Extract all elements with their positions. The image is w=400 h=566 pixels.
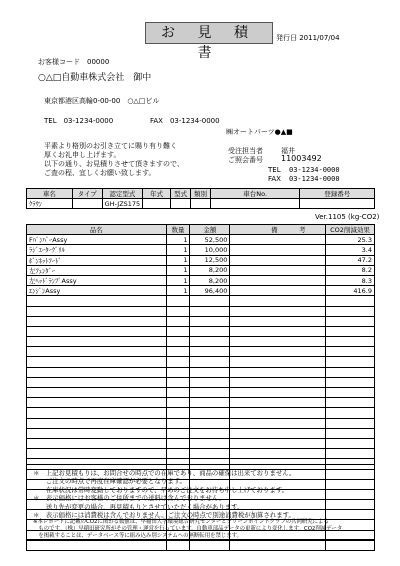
items-empty-row xyxy=(27,438,375,448)
items-empty-row xyxy=(27,296,375,306)
items-cell xyxy=(166,306,190,316)
items-cell xyxy=(325,347,374,357)
items-cell xyxy=(166,408,190,418)
items-empty-row xyxy=(27,398,375,408)
items-cell xyxy=(166,326,190,336)
items-cell xyxy=(325,357,374,367)
items-cell xyxy=(190,306,230,316)
items-empty-row xyxy=(27,357,375,367)
document-title: お 見 積 書 xyxy=(145,22,273,44)
note-line: ＊ 表示価格にはお客様のご住所までの送料は含んでおりません。 xyxy=(33,494,226,503)
items-cell xyxy=(230,367,326,377)
items-cell xyxy=(325,388,374,398)
items-cell: 左ﾍｯﾄﾞﾗﾝﾌﾟAssy xyxy=(27,275,167,285)
contact-tel: 03-1234-0000 xyxy=(289,166,340,174)
items-empty-row xyxy=(27,326,375,336)
vehicle-header-cell: 型式 xyxy=(171,189,191,199)
items-cell xyxy=(230,398,326,408)
contact-fax: 03-1234-0000 xyxy=(289,175,340,183)
note-small-line: ※本レポートに記載のCO2に関わる数値は、早稲田大学環境総合研究センターとグリーンポイントクラブの共同研究による xyxy=(33,519,329,526)
items-empty-row xyxy=(27,449,375,459)
reference-number: 11003492 xyxy=(281,154,322,163)
items-cell xyxy=(190,388,230,398)
items-empty-row xyxy=(27,540,375,550)
company-name: ㈱オートパーツ●▲■ xyxy=(226,128,293,136)
items-cell: 8,200 xyxy=(190,275,230,285)
vehicle-cell xyxy=(211,199,300,209)
note-line: 在庫状況は常時変動しておりますので、早めのご注文をお待ち申し上げております。 xyxy=(33,485,288,494)
vehicle-header-cell: 年式 xyxy=(143,189,171,199)
items-cell xyxy=(166,428,190,438)
items-cell: 1 xyxy=(166,235,190,245)
items-cell xyxy=(325,367,374,377)
customer-name: ○△□自動車株式会社 御中 xyxy=(38,73,152,83)
items-cell xyxy=(230,326,326,336)
note-line: ご注文の時点で再度在庫確認が必要となります。 xyxy=(33,477,186,486)
items-cell: FﾊﾞﾝﾊﾟｰAssy xyxy=(27,235,167,245)
items-cell xyxy=(230,245,326,255)
items-cell xyxy=(325,337,374,347)
items-cell xyxy=(230,275,326,285)
items-cell xyxy=(27,408,167,418)
items-cell xyxy=(230,449,326,459)
items-cell: 47.2 xyxy=(325,255,374,265)
items-cell xyxy=(230,357,326,367)
items-cell xyxy=(230,306,326,316)
items-cell: 12,500 xyxy=(190,255,230,265)
items-cell xyxy=(230,235,326,245)
contact-fax-label: FAX xyxy=(268,175,281,183)
items-cell xyxy=(27,337,167,347)
items-cell xyxy=(166,377,190,387)
items-cell xyxy=(230,540,326,550)
items-empty-row xyxy=(27,377,375,387)
items-cell xyxy=(190,428,230,438)
items-cell xyxy=(325,296,374,306)
items-empty-row xyxy=(27,306,375,316)
customer-tel: TEL 03-1234-0000 xyxy=(44,117,114,125)
items-row xyxy=(27,286,375,296)
items-cell xyxy=(166,357,190,367)
items-cell xyxy=(325,326,374,336)
items-header-cell: 備 xyxy=(230,225,280,235)
items-cell xyxy=(190,398,230,408)
items-cell: ﾎﾞﾝﾈｯﾄﾌｰﾄﾞ xyxy=(27,255,167,265)
items-cell: 1 xyxy=(166,265,190,275)
items-row xyxy=(27,275,375,285)
items-cell xyxy=(27,540,167,550)
greeting-text xyxy=(44,142,184,178)
items-cell xyxy=(230,286,326,296)
note-line: ＊ 表示価格には消費税は含んでおりません。ご注文の時点で別途消費税が加算されます。 xyxy=(33,511,295,520)
items-empty-row xyxy=(27,408,375,418)
items-empty-row xyxy=(27,418,375,428)
items-cell xyxy=(325,540,374,550)
items-cell xyxy=(230,316,326,326)
items-cell xyxy=(166,388,190,398)
items-cell xyxy=(190,296,230,306)
items-cell xyxy=(166,296,190,306)
items-cell xyxy=(166,438,190,448)
items-cell xyxy=(190,357,230,367)
items-cell: 416.9 xyxy=(325,286,374,296)
vehicle-header-cell: 認定型式 xyxy=(102,189,143,199)
items-cell xyxy=(27,296,167,306)
note-line: ＊ 上記お見積もりは、お問合せの時点での在庫であり、商品の確保は出来ておりません。 xyxy=(33,469,296,477)
items-header-cell: 考 xyxy=(280,225,326,235)
vehicle-data-row xyxy=(27,199,375,209)
items-empty-row xyxy=(27,388,375,398)
items-cell xyxy=(190,326,230,336)
items-cell xyxy=(190,438,230,448)
items-row xyxy=(27,245,375,255)
items-cell: 1 xyxy=(166,275,190,285)
items-cell: 10,000 xyxy=(190,245,230,255)
items-empty-row xyxy=(27,347,375,357)
items-cell: ﾗｼﾞｴｰﾀｰｸﾞﾘﾙ xyxy=(27,245,167,255)
items-cell: 8.3 xyxy=(325,275,374,285)
customer-fax: FAX 03-1234-0000 xyxy=(150,117,220,125)
items-cell xyxy=(190,367,230,377)
contact-tel-label: TEL xyxy=(268,166,281,174)
greeting-line: ご査の程、宜しくお願い致します。 xyxy=(44,169,156,177)
items-cell: 8,200 xyxy=(190,265,230,275)
notes-box xyxy=(26,464,375,540)
items-row xyxy=(27,255,375,265)
vehicle-header-cell: 車名 xyxy=(27,189,73,199)
items-cell: 8.2 xyxy=(325,265,374,275)
items-cell: 52,500 xyxy=(190,235,230,245)
items-cell xyxy=(27,438,167,448)
items-cell xyxy=(27,357,167,367)
items-cell: 96,400 xyxy=(190,286,230,296)
items-cell xyxy=(166,418,190,428)
reference-label: ご照会番号 xyxy=(228,156,263,164)
issue-date: 発行日 2011/07/04 xyxy=(276,34,340,42)
items-row xyxy=(27,265,375,275)
items-cell xyxy=(190,540,230,550)
items-cell xyxy=(230,347,326,357)
items-cell xyxy=(27,388,167,398)
vehicle-cell: ｸﾗｳﾝ xyxy=(27,199,73,209)
vehicle-cell xyxy=(191,199,211,209)
items-cell xyxy=(166,337,190,347)
items-cell xyxy=(190,316,230,326)
items-header-cell: CO2削減効果 xyxy=(325,225,374,235)
vehicle-header-cell: タイプ xyxy=(72,189,102,199)
items-cell xyxy=(325,408,374,418)
items-cell xyxy=(230,296,326,306)
vehicle-cell: GH-JZS175 xyxy=(102,199,143,209)
vehicle-cell xyxy=(72,199,102,209)
items-row xyxy=(27,235,375,245)
items-cell xyxy=(325,316,374,326)
note-line: 送り先が変更の場合、再見積もりとさせていただく場合があります。 xyxy=(33,502,244,511)
items-cell: 左ﾌｪﾝﾀﾞｰ xyxy=(27,265,167,275)
items-cell xyxy=(190,377,230,387)
items-header-cell: 品名 xyxy=(27,225,167,235)
greeting-line: 以下の通り、お見積りさせて頂きますので、 xyxy=(44,160,184,168)
items-cell xyxy=(27,377,167,387)
items-empty-row xyxy=(27,367,375,377)
items-cell xyxy=(27,367,167,377)
items-cell: 1 xyxy=(166,245,190,255)
items-cell xyxy=(325,418,374,428)
items-cell xyxy=(27,347,167,357)
version-label: Ver.1105 (kg-CO2) xyxy=(315,213,380,221)
items-cell xyxy=(27,418,167,428)
items-cell xyxy=(190,408,230,418)
items-cell: ｴﾝｼﾞﾝAssy xyxy=(27,286,167,296)
note-small-line: ものです。（株）早稲田研究所がその管理・運営を行っています。自動車部品データの更新により変化します。CO2削減データ xyxy=(33,526,343,533)
items-cell: 1 xyxy=(166,255,190,265)
contact-person-label: 受注担当者 xyxy=(228,147,263,155)
items-header-cell: 数量 xyxy=(166,225,190,235)
items-cell xyxy=(230,265,326,275)
greeting-line: 平素より格別のお引き立てに賜り有り難く xyxy=(44,142,177,150)
items-cell xyxy=(325,377,374,387)
items-cell xyxy=(230,388,326,398)
items-cell: 25.3 xyxy=(325,235,374,245)
items-empty-row xyxy=(27,337,375,347)
vehicle-header-cell: 登録番号 xyxy=(300,189,375,199)
items-cell xyxy=(190,337,230,347)
items-cell xyxy=(27,449,167,459)
customer-code: お客様コード 00000 xyxy=(38,58,110,66)
items-cell xyxy=(230,408,326,418)
items-header-cell: 金額 xyxy=(190,225,230,235)
items-cell xyxy=(27,398,167,408)
vehicle-cell xyxy=(143,199,171,209)
items-cell xyxy=(190,418,230,428)
items-cell: 1 xyxy=(166,286,190,296)
items-cell xyxy=(27,428,167,438)
items-cell xyxy=(190,347,230,357)
items-cell xyxy=(230,418,326,428)
items-cell: 3.4 xyxy=(325,245,374,255)
items-cell xyxy=(325,449,374,459)
items-cell xyxy=(166,398,190,408)
vehicle-cell xyxy=(171,199,191,209)
items-cell xyxy=(27,306,167,316)
vehicle-header-cell: 類別 xyxy=(191,189,211,199)
items-cell xyxy=(166,540,190,550)
items-cell xyxy=(230,255,326,265)
items-cell xyxy=(166,347,190,357)
items-cell xyxy=(230,428,326,438)
items-header-row xyxy=(27,225,375,235)
items-empty-row xyxy=(27,428,375,438)
items-cell xyxy=(166,449,190,459)
greeting-line: 厚くお礼申し上げます。 xyxy=(44,151,121,159)
customer-address: 東京都港区高輪0-00-00 ○△□ビル xyxy=(44,97,160,105)
items-cell xyxy=(325,398,374,408)
items-empty-row xyxy=(27,316,375,326)
vehicle-header-row xyxy=(27,189,375,199)
items-cell xyxy=(166,367,190,377)
items-cell xyxy=(325,306,374,316)
note-small-line: を掲載することは、データベース等に組み込み別システムへの無断転用を禁じます。 xyxy=(33,533,242,540)
items-cell xyxy=(166,316,190,326)
vehicle-header-cell: 車台No. xyxy=(211,189,300,199)
vehicle-table xyxy=(26,188,375,209)
contact-person: 福井 xyxy=(281,147,295,155)
items-cell xyxy=(27,316,167,326)
items-cell xyxy=(230,438,326,448)
items-cell xyxy=(230,337,326,347)
items-cell xyxy=(325,438,374,448)
items-cell xyxy=(190,449,230,459)
items-cell xyxy=(27,326,167,336)
vehicle-cell xyxy=(300,199,375,209)
items-cell xyxy=(325,428,374,438)
items-cell xyxy=(230,377,326,387)
